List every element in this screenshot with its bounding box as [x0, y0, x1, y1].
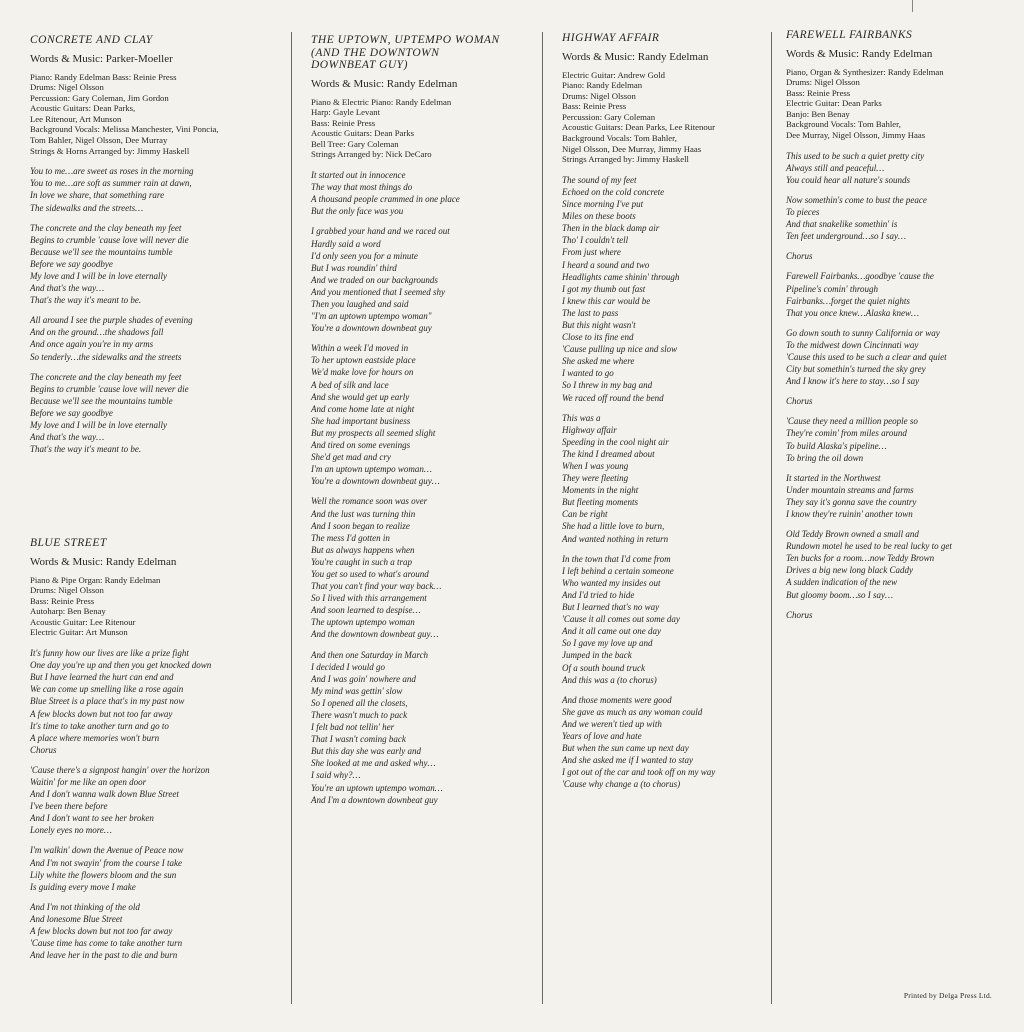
- lyric-line: So I opened all the closets,: [311, 697, 408, 708]
- lyric-line: And I know it's here to stay…so I say: [786, 376, 920, 387]
- lyric-line: Hardly said a word: [311, 238, 381, 249]
- lyric-line: And I soon began to realize: [311, 520, 410, 531]
- lyric-line: Of a south bound truck: [562, 662, 645, 673]
- lyric-line: I decided I would go: [311, 661, 385, 672]
- lyric-line: A few blocks down but not too far away: [30, 708, 173, 719]
- lyric-line: But gloomy boom…so I say…: [786, 589, 893, 600]
- lyric-line: And soon learned to despise…: [311, 605, 421, 616]
- printer-credit: Printed by Delga Press Ltd.: [903, 991, 992, 1000]
- credit-line: Autoharp: Ben Benay: [30, 606, 106, 617]
- credit-line: Acoustic Guitars: Dean Parks,: [30, 103, 136, 114]
- lyric-line: This used to be such a quiet pretty city: [786, 150, 925, 161]
- lyric-line: And I don't wanna walk down Blue Street: [30, 789, 179, 800]
- lyric-line: To her uptown eastside place: [311, 355, 416, 366]
- lyric-stanza: [786, 528, 1011, 601]
- lyric-line: Go down south to sunny California or way: [786, 327, 940, 338]
- lyric-line: I'm an uptown uptempo woman…: [311, 464, 432, 475]
- lyric-line: I wanted to go: [562, 368, 614, 379]
- lyric-line: 'Cause it all comes out some day: [562, 614, 680, 625]
- credit-line: Harp: Gayle Levant: [311, 107, 380, 118]
- lyric-line: A place where memories won't burn: [30, 732, 160, 743]
- lyric-line: A sudden indication of the new: [786, 577, 898, 588]
- lyric-line: And I'm a downtown downbeat guy: [311, 794, 438, 805]
- credit-line: Piano, Organ & Synthesizer: Randy Edelman: [786, 66, 944, 77]
- song-block: [562, 32, 767, 798]
- lyric-line: And I don't want to see her broken: [30, 813, 154, 824]
- lyric-line: You're caught in such a trap: [311, 556, 413, 567]
- lyric-line: I left behind a certain someone: [562, 565, 674, 576]
- song-block: [786, 29, 1011, 629]
- lyric-stanza: [786, 270, 1011, 318]
- credit-line: Bass: Reinie Press: [30, 595, 95, 606]
- song-block: [30, 34, 285, 463]
- lyric-line: Chorus: [786, 396, 813, 407]
- lyric-line: And that's the way…: [30, 283, 105, 294]
- lyric-line: She had a little love to burn,: [562, 521, 665, 532]
- lyric-line: Now somethin's come to bust the peace: [786, 194, 927, 205]
- lyric-line: And leave her in the past to die and burn: [30, 950, 178, 961]
- lyric-line: In love we share, that something rare: [30, 190, 165, 201]
- credit-line: Tom Bahler, Nigel Olsson, Dee Murray: [30, 135, 168, 146]
- lyric-stanza: [562, 412, 767, 545]
- lyric-stanza: [311, 342, 537, 487]
- lyric-line: The concrete and the clay beneath my feet: [30, 222, 182, 233]
- lyric-line: So I gave my love up and: [562, 638, 653, 649]
- credit-line: Strings & Horns Arranged by: Jimmy Haskell: [30, 145, 190, 156]
- lyric-line: 'Cause why change a (to chorus): [562, 779, 681, 790]
- credit-line: Strings Arranged by: Nick DeCaro: [311, 149, 432, 160]
- lyric-line: Well the romance soon was over: [311, 496, 428, 507]
- lyric-line: And once again you're in my arms: [30, 339, 154, 350]
- lyric-line: Headlights came shinin' through: [562, 271, 680, 282]
- lyric-line: But this day she was early and: [311, 746, 421, 757]
- lyric-line: I said why?…: [311, 770, 361, 781]
- lyric-stanza: [786, 609, 1011, 621]
- lyric-line: Ten bucks for a room…now Teddy Brown: [786, 553, 935, 564]
- lyric-line: Then you laughed and said: [311, 299, 409, 309]
- lyric-line: But fleeting moments: [562, 497, 638, 508]
- lyric-line: Who wanted my insides out: [562, 577, 661, 588]
- lyric-line: You're a downtown downbeat guy…: [311, 476, 440, 487]
- crop-mark: [912, 0, 913, 12]
- lyric-line: Since morning I've put: [562, 199, 644, 210]
- lyric-line: Tho' I couldn't tell: [562, 235, 629, 246]
- lyric-line: I knew this car would be: [562, 295, 651, 306]
- lyric-line: She gave as much as any woman could: [562, 706, 703, 717]
- lyric-line: And I'm not swayin' from the course I take: [30, 857, 182, 868]
- lyric-line: I'd only seen you for a minute: [311, 250, 418, 261]
- lyric-line: And I was goin' nowhere and: [311, 673, 416, 684]
- lyric-line: We can come up smelling like a rose again: [30, 684, 184, 695]
- lyric-line: Farewell Fairbanks…goodbye 'cause the: [786, 271, 934, 282]
- lyric-line: And she asked me if I wanted to stay: [562, 755, 693, 766]
- musician-credits: [30, 72, 285, 157]
- lyric-line: The uptown uptempo woman: [311, 617, 415, 628]
- credit-line: Piano: Randy Edelman Bass: Reinie Press: [30, 71, 177, 82]
- lyric-line: That you once knew…Alaska knew…: [786, 307, 919, 318]
- lyric-line: There wasn't much to pack: [311, 710, 408, 720]
- lyric-line: And she would get up early: [311, 391, 410, 402]
- lyric-line: I grabbed your hand and we raced out: [311, 226, 450, 237]
- songwriter-credit: Words & Music: Randy Edelman: [786, 47, 933, 60]
- lyric-stanza: [30, 901, 285, 961]
- lyric-line: I got my thumb out fast: [562, 283, 646, 294]
- credit-line: Electric Guitar: Andrew Gold: [562, 69, 666, 80]
- credit-line: Bass: Reinie Press: [311, 117, 376, 128]
- lyric-stanza: [786, 194, 1011, 242]
- lyric-stanza: [562, 694, 767, 791]
- lyric-line: It's time to take another turn and go to: [30, 720, 169, 731]
- lyric-line: And wanted nothing in return: [562, 533, 669, 544]
- lyric-line: City but somethin's turned the sky grey: [786, 364, 926, 375]
- lyric-line: But I have learned the hurt can end and: [30, 672, 174, 683]
- lyric-line: One day you're up and then you get knocked down: [30, 660, 212, 671]
- songwriter-credit: Words & Music: Randy Edelman: [30, 555, 177, 568]
- lyric-line: Chorus: [786, 609, 813, 620]
- lyric-line: That's the way it's meant to be.: [30, 295, 142, 306]
- credit-line: Acoustic Guitars: Dean Parks, Lee Ritenour: [562, 122, 715, 133]
- lyric-line: My love and I will be in love eternally: [30, 271, 167, 281]
- lyric-line: You could hear all nature's sounds: [786, 174, 911, 185]
- song-title: HIGHWAY AFFAIR: [562, 32, 660, 44]
- lyric-line: Blue Street is a place that's in my past now: [30, 696, 185, 707]
- lyric-line: You to me…are soft as summer rain at dawn,: [30, 178, 192, 189]
- lyric-line: The sidewalks and the streets…: [30, 202, 144, 213]
- lyric-stanza: [786, 327, 1011, 387]
- lyric-line: But my prospects all seemed slight: [311, 427, 436, 438]
- credit-line: Background Vocals: Tom Bahler,: [562, 133, 677, 144]
- lyric-line: To bring the oil down: [786, 452, 864, 463]
- lyric-line: But I was roundin' third: [311, 262, 397, 273]
- lyric-line: You're a downtown downbeat guy: [311, 323, 432, 334]
- lyric-stanza: [786, 395, 1011, 407]
- lyric-line: She looked at me and asked why…: [311, 758, 436, 769]
- lyric-line: The kind I dreamed about: [562, 448, 655, 459]
- column-divider: [542, 32, 543, 1004]
- lyric-stanza: [786, 150, 1011, 186]
- lyric-stanza: [30, 647, 285, 756]
- lyric-line: And on the ground…the shadows fall: [30, 327, 164, 338]
- lyric-line: My mind was gettin' slow: [311, 685, 403, 696]
- lyric-line: Then in the black damp air: [562, 223, 660, 234]
- lyric-line: I've been there before: [30, 801, 108, 812]
- lyric-stanza: [311, 649, 537, 806]
- song-block: [311, 34, 537, 814]
- lyric-line: I got out of the car and took off on my way: [562, 767, 716, 778]
- credit-line: Drums: Nigel Olsson: [30, 585, 104, 596]
- lyric-line: All around I see the purple shades of evening: [30, 315, 193, 326]
- credit-line: Percussion: Gary Coleman: [562, 111, 656, 122]
- lyric-line: They were fleeting: [562, 473, 629, 484]
- lyric-line: When I was young: [562, 461, 629, 471]
- lyric-line: And it all came out one day: [562, 626, 661, 637]
- credit-line: Lee Ritenour, Art Munson: [30, 113, 122, 124]
- song-title: CONCRETE AND CLAY: [30, 34, 153, 46]
- lyric-line: The concrete and the clay beneath my feet: [30, 371, 182, 382]
- lyric-line: Fairbanks…forget the quiet nights: [786, 295, 910, 306]
- lyric-line: From just where: [562, 247, 621, 258]
- musician-credits: [311, 97, 537, 161]
- lyric-line: Begins to crumble 'cause love will never die: [30, 383, 189, 394]
- lyric-stanza: [562, 174, 767, 404]
- lyric-line: Drives a big new long black Caddy: [786, 565, 913, 576]
- lyric-line: She had important business: [311, 415, 411, 426]
- lyric-line: But this night wasn't: [562, 319, 636, 330]
- lyric-line: Waitin' for me like an open door: [30, 777, 147, 787]
- lyric-line: 'Cause time has come to take another turn: [30, 938, 183, 949]
- lyric-stanza: [30, 371, 285, 456]
- lyric-line: My love and I will be in love eternally: [30, 420, 167, 431]
- song-block: [30, 537, 285, 969]
- lyric-line: Because we'll see the mountains tumble: [30, 246, 173, 257]
- lyric-line: Old Teddy Brown owned a small and: [786, 529, 919, 540]
- lyric-line: Moments in the night: [562, 485, 639, 496]
- lyric-line: Chorus: [30, 744, 57, 755]
- lyric-line: And those moments were good: [562, 694, 672, 705]
- credit-line: Drums: Nigel Olsson: [562, 90, 636, 101]
- lyric-line: Before we say goodbye: [30, 258, 113, 269]
- lyric-line: Before we say goodbye: [30, 407, 113, 418]
- songwriter-credit: Words & Music: Randy Edelman: [562, 50, 709, 63]
- lyric-stanza: [562, 553, 767, 686]
- lyric-line: The sound of my feet: [562, 174, 637, 185]
- lyric-line: And lonesome Blue Street: [30, 913, 123, 924]
- lyric-line: So I lived with this arrangement: [311, 593, 427, 604]
- lyric-line: Rundown motel he used to be real lucky to get: [786, 541, 952, 552]
- song-title: FAREWELL FAIRBANKS: [786, 29, 913, 41]
- lyric-line: And I'd tried to hide: [562, 589, 635, 600]
- credit-line: Electric Guitar: Art Munson: [30, 627, 128, 638]
- credit-line: Drums: Nigel Olsson: [30, 82, 104, 93]
- songwriter-credit: Words & Music: Parker-Moeller: [30, 52, 173, 65]
- lyric-line: That I wasn't coming back: [311, 734, 406, 745]
- lyric-line: Speeding in the cool night air: [562, 436, 669, 447]
- lyric-line: You get so used to what's around: [311, 568, 429, 579]
- lyric-line: That's the way it's meant to be.: [30, 444, 142, 455]
- credit-line: Piano & Pipe Organ: Randy Edelman: [30, 574, 161, 585]
- lyric-line: To pieces: [786, 207, 820, 218]
- lyric-line: We raced off round the bend: [562, 392, 664, 403]
- credit-line: Acoustic Guitar: Lee Ritenour: [30, 616, 136, 627]
- lyric-line: It's funny how our lives are like a prize fight: [30, 648, 189, 659]
- lyric-line: But when the sun came up next day: [562, 743, 689, 754]
- column-divider: [771, 32, 772, 1004]
- lyric-line: They say it's gonna save the country: [786, 496, 917, 507]
- lyric-stanza: [30, 844, 285, 892]
- lyric-line: A thousand people crammed in one place: [311, 194, 460, 205]
- lyric-line: This was a: [562, 412, 601, 423]
- credit-line: Nigel Olsson, Dee Murray, Jimmy Haas: [562, 143, 702, 154]
- lyric-line: Always still and peaceful…: [786, 162, 885, 173]
- lyric-line: Jumped in the back: [562, 650, 632, 661]
- lyric-line: The mess I'd gotten in: [311, 532, 390, 543]
- lyric-line: And then one Saturday in March: [311, 649, 429, 660]
- songwriter-credit: Words & Music: Randy Edelman: [311, 77, 458, 90]
- credit-line: Drums: Nigel Olsson: [786, 77, 860, 88]
- lyric-line: The last to pass: [562, 307, 619, 318]
- song-title: THE UPTOWN, UPTEMPO WOMAN (AND THE DOWNTOWN DOWNBEAT GUY): [311, 34, 500, 71]
- credit-line: Bell Tree: Gary Coleman: [311, 138, 399, 149]
- lyric-line: She asked me where: [562, 356, 635, 367]
- lyric-line: In the town that I'd come from: [562, 553, 671, 564]
- lyric-line: To the midwest down Cincinnati way: [786, 339, 919, 350]
- lyric-line: That you can't find your way back…: [311, 581, 442, 592]
- lyric-line: So I threw in my bag and: [562, 380, 653, 391]
- lyric-line: And the lust was turning thin: [311, 508, 416, 519]
- lyric-line: I'm walkin' down the Avenue of Peace now: [30, 845, 184, 856]
- credit-line: Percussion: Gary Coleman, Jim Gordon: [30, 92, 169, 103]
- lyric-line: 'Cause they need a million people so: [786, 416, 918, 427]
- lyric-line: 'Cause this used to be such a clear and quiet: [786, 351, 947, 362]
- credit-line: Acoustic Guitars: Dean Parks: [311, 128, 415, 139]
- credit-line: Dee Murray, Nigel Olsson, Jimmy Haas: [786, 130, 926, 141]
- lyric-line: Echoed on the cold concrete: [562, 186, 665, 197]
- lyric-stanza: [786, 415, 1011, 463]
- lyric-line: I know they're ruinin' another town: [786, 509, 913, 519]
- musician-credits: [30, 575, 285, 639]
- lyric-line: But the only face was you: [311, 206, 404, 217]
- lyric-line: Begins to crumble 'cause love will never die: [30, 234, 189, 245]
- lyric-line: Within a week I'd moved in: [311, 343, 409, 354]
- credit-line: Electric Guitar: Dean Parks: [786, 98, 882, 109]
- musician-credits: [562, 70, 767, 165]
- lyric-stanza: [311, 225, 537, 334]
- lyric-line: And we traded on our backgrounds: [311, 274, 438, 285]
- lyric-stanza: [311, 169, 537, 217]
- lyric-line: But I learned that's no way: [562, 602, 660, 613]
- lyric-line: You're an uptown uptempo woman…: [311, 782, 443, 793]
- credit-line: Piano & Electric Piano: Randy Edelman: [311, 96, 452, 107]
- lyric-line: I felt bad not tellin' her: [311, 722, 395, 733]
- lyric-stanza: [30, 165, 285, 213]
- lyric-line: Miles on these boots: [562, 211, 636, 222]
- lyric-line: Highway affair: [562, 424, 617, 435]
- credit-line: Strings Arranged by: Jimmy Haskell: [562, 154, 689, 165]
- lyric-line: And I'm not thinking of the old: [30, 901, 140, 912]
- lyric-line: I heard a sound and two: [562, 259, 650, 270]
- lyric-line: But as always happens when: [311, 544, 415, 555]
- credit-line: Banjo: Ben Benay: [786, 108, 850, 119]
- lyric-stanza: [311, 495, 537, 640]
- column-divider: [291, 32, 292, 1004]
- lyric-line: And we weren't tied up with: [562, 718, 662, 729]
- lyric-line: Because we'll see the mountains tumble: [30, 395, 173, 406]
- lyric-line: And that snakelike somethin' is: [786, 219, 898, 230]
- lyric-line: "I'm an uptown uptempo woman": [311, 311, 432, 322]
- lyric-line: 'Cause pulling up nice and slow: [562, 344, 678, 355]
- lyric-line: It started in the Northwest: [786, 472, 881, 483]
- lyric-line: Close to its fine end: [562, 332, 634, 343]
- lyric-stanza: [30, 314, 285, 362]
- lyric-line: Under mountain streams and farms: [786, 484, 914, 495]
- lyric-line: Lily white the flowers bloom and the sun: [30, 869, 177, 880]
- credit-line: Bass: Reinie Press: [786, 87, 851, 98]
- lyric-line: And you mentioned that I seemed shy: [311, 286, 445, 297]
- lyric-line: Chorus: [786, 251, 813, 262]
- lyric-line: Pipeline's comin' through: [786, 283, 879, 294]
- lyric-line: It started out in innocence: [311, 170, 406, 181]
- lyric-line: Ten feet underground…so I say…: [786, 231, 906, 242]
- credit-line: Background Vocals: Melissa Manchester, Vini Poncia,: [30, 124, 219, 135]
- lyric-line: They're comin' from miles around: [786, 428, 907, 439]
- credit-line: Piano: Randy Edelman: [562, 80, 643, 91]
- lyric-line: So tenderly…the sidewalks and the streets: [30, 351, 182, 362]
- lyric-line: To build Alaska's pipeline…: [786, 440, 887, 451]
- lyric-line: She'd get mad and cry: [311, 452, 391, 463]
- lyric-line: You to me…are sweet as roses in the morning: [30, 166, 194, 177]
- lyric-line: Lonely eyes no more…: [30, 825, 112, 836]
- lyric-line: And tired on some evenings: [311, 440, 411, 451]
- lyric-line: Is guiding every move I make: [30, 881, 136, 892]
- lyric-line: Can be right: [562, 509, 608, 520]
- lyric-line: A few blocks down but not too far away: [30, 926, 173, 937]
- lyric-stanza: [786, 472, 1011, 520]
- lyric-stanza: [30, 222, 285, 307]
- lyric-line: The way that most things do: [311, 182, 413, 193]
- song-title: BLUE STREET: [30, 537, 107, 549]
- lyric-line: And the downtown downbeat guy…: [311, 629, 439, 640]
- lyric-stanza: [786, 250, 1011, 262]
- lyric-line: A bed of silk and lace: [311, 379, 389, 390]
- lyric-line: Years of love and hate: [562, 730, 642, 741]
- lyric-line: And that's the way…: [30, 432, 105, 443]
- credit-line: Background Vocals: Tom Bahler,: [786, 119, 901, 130]
- musician-credits: [786, 67, 1011, 141]
- lyric-line: And come home late at night: [311, 403, 415, 414]
- lyric-stanza: [30, 764, 285, 837]
- credit-line: Bass: Reinie Press: [562, 101, 627, 112]
- lyric-line: 'Cause there's a signpost hangin' over the horizon: [30, 764, 210, 775]
- lyric-line: And this was a (to chorus): [562, 674, 657, 685]
- lyric-line: We'd make love for hours on: [311, 367, 414, 378]
